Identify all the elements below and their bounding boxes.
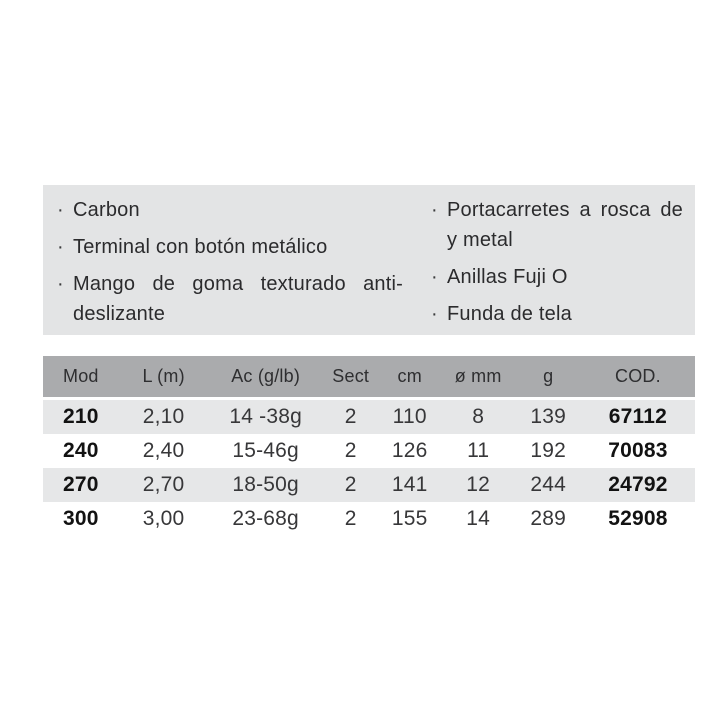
cell-code: 70083 [608, 439, 668, 462]
spec-table [43, 356, 695, 536]
cell-cm: 155 [391, 507, 428, 530]
table-row [43, 400, 695, 434]
features-panel [43, 185, 695, 335]
feature-text: Carbon [73, 199, 140, 221]
cell-action: 15-46g [232, 439, 299, 462]
table-header-row [43, 356, 695, 400]
cell-diameter: 14 [466, 507, 491, 530]
cell-code: 67112 [608, 405, 668, 428]
cell-cm: 110 [392, 405, 427, 428]
cell-weight: 244 [530, 473, 567, 496]
feature-text: Portacarretes a rosca de y metal [447, 199, 683, 251]
column-header-code: COD. [581, 356, 695, 400]
cell-code: 24792 [608, 473, 668, 496]
feature-text: Funda de tela [447, 303, 572, 325]
column-header-cm: cm [379, 356, 441, 400]
table-row [43, 468, 695, 502]
feature-item [427, 195, 685, 255]
cell-length: 3,00 [142, 507, 185, 530]
cell-length: 2,10 [142, 405, 185, 428]
column-header-length: L (m) [119, 356, 209, 400]
feature-item [427, 299, 685, 329]
column-header-mod: Mod [43, 356, 119, 400]
bullet-icon: · [57, 273, 64, 295]
feature-item [53, 269, 405, 329]
features-column-right [427, 195, 685, 336]
feature-text: Terminal con botón metálico [73, 236, 328, 258]
cell-cm: 126 [391, 439, 428, 462]
cell-cm: 141 [391, 473, 428, 496]
features-column-left [53, 195, 405, 336]
cell-sections: 2 [344, 439, 357, 462]
bullet-icon: · [431, 199, 438, 221]
table-row [43, 502, 695, 536]
bullet-icon: · [57, 236, 64, 258]
column-header-diameter: ø mm [441, 356, 516, 400]
bullet-icon: · [431, 303, 438, 325]
cell-action: 14 -38g [229, 405, 302, 428]
cell-diameter: 12 [466, 473, 491, 496]
column-header-sections: Sect [323, 356, 379, 400]
cell-sections: 2 [344, 507, 357, 530]
cell-mod: 270 [62, 473, 99, 496]
cell-length: 2,70 [142, 473, 185, 496]
feature-item [427, 262, 685, 292]
column-header-weight: g [516, 356, 581, 400]
cell-action: 23-68g [232, 507, 299, 530]
cell-sections: 2 [344, 405, 357, 428]
cell-length: 2,40 [142, 439, 185, 462]
cell-diameter: 11 [467, 439, 490, 462]
cell-mod: 210 [62, 405, 99, 428]
bullet-icon: · [57, 199, 64, 221]
cell-weight: 289 [530, 507, 567, 530]
cell-diameter: 8 [472, 405, 485, 428]
cell-action: 18-50g [232, 473, 299, 496]
table-row [43, 434, 695, 468]
column-header-action: Ac (g/lb) [209, 356, 323, 400]
feature-item [53, 195, 405, 225]
cell-weight: 192 [530, 439, 567, 462]
cell-mod: 300 [62, 507, 99, 530]
cell-sections: 2 [344, 473, 357, 496]
feature-text: Anillas Fuji O [447, 266, 568, 288]
cell-code: 52908 [608, 507, 668, 530]
feature-item [53, 232, 405, 262]
bullet-icon: · [431, 266, 438, 288]
cell-weight: 139 [530, 405, 567, 428]
feature-text: Mango de goma texturado anti-deslizante [73, 273, 403, 325]
cell-mod: 240 [62, 439, 99, 462]
